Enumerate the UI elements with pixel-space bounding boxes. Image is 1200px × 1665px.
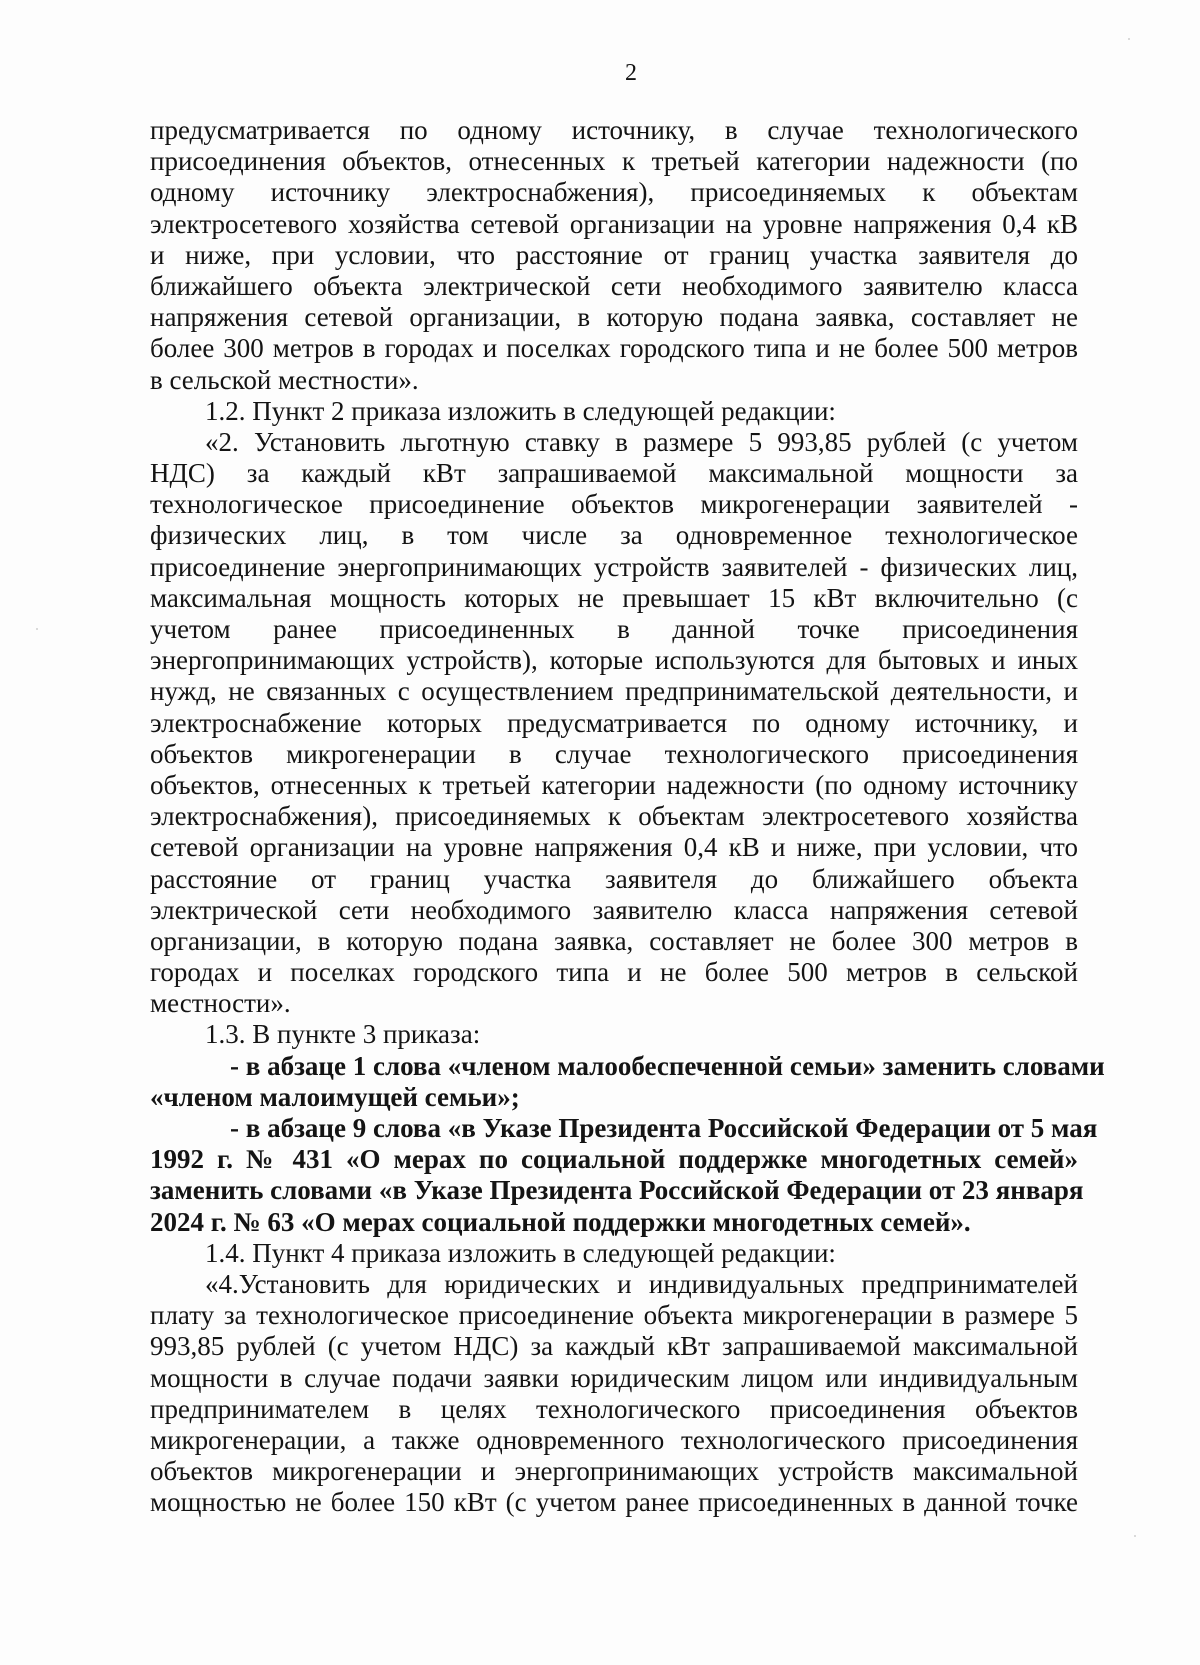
text-line: объектов микрогенерации и энергопринимающих устройств максимальной (150, 1456, 1078, 1487)
text-line: объектов, отнесенных к третьей категории надежности (по одному источнику (150, 769, 1078, 800)
text-line: предпринимателем в целях технологического присоединения объектов (150, 1393, 1078, 1424)
scan-speck (36, 628, 38, 630)
text-line: «4.Установить для юридических и индивидуальных предпринимателей (205, 1268, 1078, 1299)
text-line: нужд, не связанных с осуществлением предпринимательской деятельности, и (150, 676, 1078, 707)
text-line: предусматривается по одному источнику, в случае технологического (150, 115, 1078, 145)
text-line: ближайшего объекта электрической сети необходимого заявителю класса (150, 270, 1078, 301)
text-line: заменить словами «в Указе Президента Российской Федерации от 23 января (150, 1175, 1084, 1206)
scan-speck (1128, 38, 1130, 40)
text-line: более 300 метров в городах и поселках городского типа и не более 500 метров (150, 333, 1078, 364)
text-line: одному источнику электроснабжения), присоединяемых к объектам (150, 177, 1078, 208)
clause-heading: 1.4. Пункт 4 приказа изложить в следующей редакции: (205, 1237, 836, 1268)
text-line: НДС) за каждый кВт запрашиваемой максимальной мощности за (150, 458, 1078, 489)
text-line: городах и поселках городского типа и не более 500 метров в сельской (150, 957, 1078, 988)
document-body (150, 115, 1105, 1518)
text-line: - в абзаце 9 слова «в Указе Президента Российской Федерации от 5 мая (230, 1113, 1098, 1143)
text-line: местности». (150, 988, 291, 1019)
scan-speck (1134, 1535, 1136, 1537)
text-line: сетевой организации на уровне напряжения 0,4 кВ и ниже, при условии, что (150, 832, 1078, 863)
text-line: мощности в случае подачи заявки юридическим лицом или индивидуальным (150, 1362, 1078, 1393)
text-line: микрогенерации, а также одновременного технологического присоединения (150, 1424, 1078, 1455)
text-line: плату за технологическое присоединение объекта микрогенерации в размере 5 (150, 1300, 1078, 1331)
text-line: - в абзаце 1 слова «членом малообеспеченной семьи» заменить словами (230, 1050, 1105, 1081)
page-number: 2 (625, 60, 637, 86)
text-line: в сельской местности». (150, 364, 419, 395)
text-line: объектов микрогенерации в случае технологического присоединения (150, 738, 1078, 769)
text-line: расстояние от границ участка заявителя до ближайшего объекта (150, 863, 1078, 894)
text-line: присоединения объектов, отнесенных к третьей категории надежности (по (150, 146, 1078, 177)
clause-heading: 1.2. Пункт 2 приказа изложить в следующей редакции: (205, 395, 836, 426)
text-line: максимальная мощность которых не превышает 15 кВт включительно (с (150, 582, 1078, 613)
text-line: 1992 г. № 431 «О мерах по социальной поддержке многодетных семей» (150, 1144, 1078, 1175)
text-line: мощностью не более 150 кВт (с учетом ранее присоединенных в данной точке (150, 1487, 1078, 1518)
text-line: электрической сети необходимого заявителю класса напряжения сетевой (150, 894, 1078, 925)
text-line: и ниже, при условии, что расстояние от границ участка заявителя до (150, 239, 1078, 270)
text-line: «2. Установить льготную ставку в размере 5 993,85 рублей (с учетом (205, 426, 1078, 457)
text-line: 993,85 рублей (с учетом НДС) за каждый кВт запрашиваемой максимальной (150, 1331, 1078, 1362)
text-line: 2024 г. № 63 «О мерах социальной поддержки многодетных семей». (150, 1206, 971, 1237)
text-line: присоединение энергопринимающих устройств заявителей - физических лиц, (150, 551, 1078, 582)
text-line: учетом ранее присоединенных в данной точке присоединения (150, 614, 1078, 644)
text-line: электроснабжения), присоединяемых к объектам электросетевого хозяйства (150, 801, 1078, 832)
text-line: энергопринимающих устройств), которые используются для бытовых и иных (150, 645, 1078, 676)
clause-heading: 1.3. В пункте 3 приказа: (205, 1019, 481, 1050)
text-line: физических лиц, в том числе за одновременное технологическое (150, 520, 1078, 551)
text-line: организации, в которую подана заявка, составляет не более 300 метров в (150, 925, 1078, 956)
text-line: «членом малоимущей семьи»; (150, 1081, 520, 1112)
text-line: электроснабжение которых предусматривается по одному источнику, и (150, 707, 1078, 738)
text-line: напряжения сетевой организации, в которую подана заявка, составляет не (150, 302, 1078, 333)
text-line: электросетевого хозяйства сетевой организации на уровне напряжения 0,4 кВ (150, 208, 1078, 239)
text-line: технологическое присоединение объектов микрогенерации заявителей - (150, 489, 1078, 520)
